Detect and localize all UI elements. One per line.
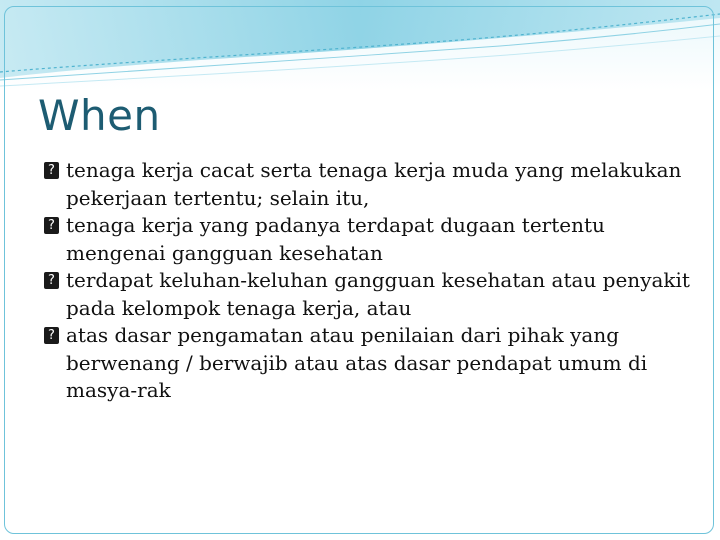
bullet-text: terdapat keluhan-keluhan gangguan kesehatan atau penyakit pada kelompok tenaga kerja, atau (66, 268, 690, 320)
bullet-item (44, 212, 704, 267)
bullet-text: atas dasar pengamatan atau penilaian dari pihak yang berwenang / berwajib atau atas dasar pendapat umum di masya-rak (66, 323, 648, 402)
bullet-list (44, 157, 704, 405)
slide-title: When (38, 91, 161, 140)
bullet-text: tenaga kerja cacat serta tenaga kerja muda yang melakukan pekerjaan tertentu; selain itu, (66, 158, 682, 210)
bullet-item (44, 157, 704, 212)
bullet-glyph-icon: ? (44, 162, 59, 179)
bullet-text: tenaga kerja yang padanya terdapat dugaan tertentu mengenai gangguan kesehatan (66, 213, 605, 265)
bullet-item (44, 322, 704, 405)
bullet-glyph-icon: ? (44, 327, 59, 344)
bullet-glyph-icon: ? (44, 217, 59, 234)
bullet-item (44, 267, 704, 322)
header-wave-decoration (0, 0, 720, 90)
bullet-glyph-icon: ? (44, 272, 59, 289)
